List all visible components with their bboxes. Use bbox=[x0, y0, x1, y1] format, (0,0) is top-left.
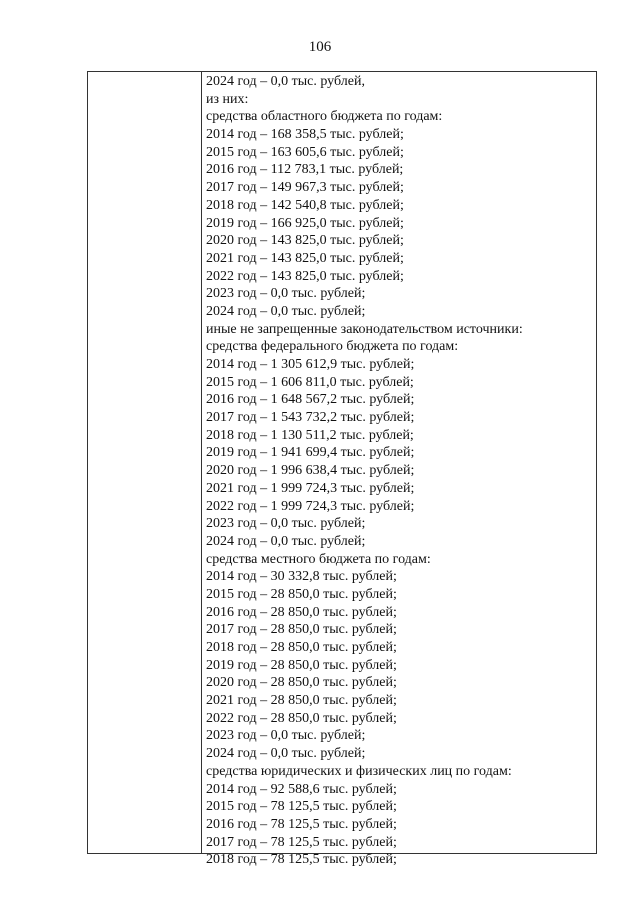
text-line: 2021 год – 28 850,0 тыс. рублей; bbox=[206, 693, 397, 709]
text-line: 2022 год – 1 999 724,3 тыс. рублей; bbox=[206, 498, 415, 514]
text-line: 2023 год – 0,0 тыс. рублей; bbox=[206, 728, 366, 744]
text-line: 2017 год – 1 543 732,2 тыс. рублей; bbox=[206, 410, 415, 426]
text-line: средства местного бюджета по годам: bbox=[206, 551, 431, 567]
text-line: из них: bbox=[206, 91, 249, 107]
text-line: 2024 год – 0,0 тыс. рублей, bbox=[206, 74, 365, 89]
table-right-cell bbox=[202, 72, 596, 869]
text-line: 2016 год – 78 125,5 тыс. рублей; bbox=[206, 816, 397, 832]
text-line: 2018 год – 28 850,0 тыс. рублей; bbox=[206, 640, 397, 655]
text-line: 2024 год – 0,0 тыс. рублей; bbox=[206, 303, 366, 319]
text-line: 2023 год – 0,0 тыс. рублей; bbox=[206, 516, 366, 532]
text-line: иные не запрещенные законодательством источники: bbox=[206, 321, 523, 337]
text-line: 2021 год – 1 999 724,3 тыс. рублей; bbox=[206, 480, 415, 496]
text-line: 2015 год – 163 605,6 тыс. рублей; bbox=[206, 144, 404, 160]
document-table bbox=[87, 71, 597, 868]
text-line: 2024 год – 0,0 тыс. рублей; bbox=[206, 746, 366, 762]
text-line: 2014 год – 92 588,6 тыс. рублей; bbox=[206, 781, 397, 797]
text-line: средства федерального бюджета по годам: bbox=[206, 339, 459, 355]
text-line: 2014 год – 30 332,8 тыс. рублей; bbox=[206, 569, 397, 585]
page-number: 106 bbox=[308, 39, 332, 55]
text-line: 2023 год – 0,0 тыс. рублей; bbox=[206, 286, 366, 302]
text-line: 2021 год – 143 825,0 тыс. рублей; bbox=[206, 250, 404, 266]
text-line: 2015 год – 28 850,0 тыс. рублей; bbox=[206, 586, 397, 602]
text-line: 2014 год – 1 305 612,9 тыс. рублей; bbox=[206, 357, 415, 372]
text-line: 2019 год – 166 925,0 тыс. рублей; bbox=[206, 215, 404, 231]
text-line: 2022 год – 28 850,0 тыс. рублей; bbox=[206, 710, 397, 726]
text-line: 2020 год – 1 996 638,4 тыс. рублей; bbox=[206, 463, 415, 479]
text-line: 2016 год – 28 850,0 тыс. рублей; bbox=[206, 604, 397, 620]
table-left-cell bbox=[88, 72, 202, 853]
text-line: 2018 год – 78 125,5 тыс. рублей; bbox=[206, 852, 397, 868]
text-line: 2020 год – 143 825,0 тыс. рублей; bbox=[206, 233, 404, 249]
text-line: 2018 год – 1 130 511,2 тыс. рублей; bbox=[206, 427, 414, 443]
text-line: 2016 год – 112 783,1 тыс. рублей; bbox=[206, 162, 404, 178]
text-line: 2019 год – 28 850,0 тыс. рублей; bbox=[206, 657, 397, 673]
text-line: 2014 год – 168 358,5 тыс. рублей; bbox=[206, 127, 404, 143]
text-line: 2024 год – 0,0 тыс. рублей; bbox=[206, 533, 366, 549]
text-line: средства областного бюджета по годам: bbox=[206, 109, 443, 125]
text-line: 2017 год – 78 125,5 тыс. рублей; bbox=[206, 834, 397, 850]
funding-lines-list bbox=[206, 73, 596, 869]
text-line: 2015 год – 1 606 811,0 тыс. рублей; bbox=[206, 374, 414, 390]
text-line: 2019 год – 1 941 699,4 тыс. рублей; bbox=[206, 445, 415, 461]
text-line: 2017 год – 28 850,0 тыс. рублей; bbox=[206, 622, 397, 638]
text-line: 2016 год – 1 648 567,2 тыс. рублей; bbox=[206, 392, 415, 408]
text-line: 2022 год – 143 825,0 тыс. рублей; bbox=[206, 268, 404, 284]
text-line: 2015 год – 78 125,5 тыс. рублей; bbox=[206, 799, 397, 815]
text-line: средства юридических и физических лиц по годам: bbox=[206, 763, 512, 779]
text-line: 2018 год – 142 540,8 тыс. рублей; bbox=[206, 197, 404, 213]
text-line: 2020 год – 28 850,0 тыс. рублей; bbox=[206, 675, 397, 691]
text-line: 2017 год – 149 967,3 тыс. рублей; bbox=[206, 180, 404, 196]
